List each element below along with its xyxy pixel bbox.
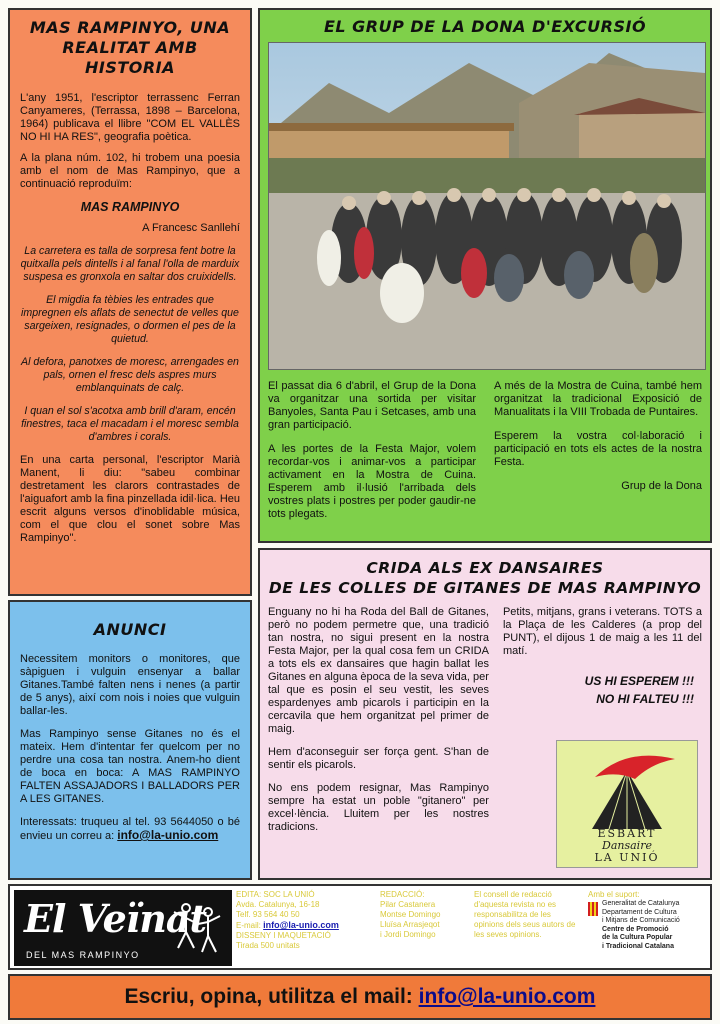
- editorial-team: REDACCIÓ: Pilar Castanera Montse Domingo Lluïsa Arrasjeqot i Jordi Domingo: [380, 890, 441, 939]
- gencat-logo: Generalitat de Catalunya Departament de Cultura i Mitjans de Comunicació Centre de Promoció de la Cultura Popular i Tradicional Catalana: [588, 900, 708, 951]
- masthead-footer: [8, 884, 712, 970]
- poem-title: MAS RAMPINYO: [80, 200, 180, 214]
- contact-banner-text: Escriu, opina, utilitza el mail:: [124, 985, 413, 1008]
- call-paragraph: No ens podem resignar, Mas Rampinyo sempre ha estat un poble "gitanero" per excel·lència. Lluitem per les nostres tradicions.: [268, 782, 489, 833]
- excursion-title: EL GRUP DE LA DONA D'EXCURSIÓ: [323, 17, 647, 36]
- announcement-paragraph: Mas Rampinyo sense Gitanes no és el mateix. Hem d'intentar fer quelcom per no perdre una cosa tan nostra. Anem-ho dient de boca en boca: A MAS RAMPINYO FALTEN ASSAJADORS I BALLADORS PER A LES GITANES.: [20, 728, 240, 805]
- esbart-logo: ESBART Dansaire LA UNIÓ: [556, 740, 698, 868]
- call-dancers-article: [258, 548, 712, 880]
- publisher-info: EDITA: SOC LA UNIÓ Avda. Catalunya, 16-18 Telf. 93 564 40 50 E-mail: info@la-unio.com DISSENY I MAQUETACIÓ Tirada 500 unitats: [236, 890, 339, 950]
- excursion-paragraph: A més de la Mostra de Cuina, també hem organitzat la tradicional Exposició de Manualitats i la VIII Trobada de Puntaires.: [494, 380, 702, 418]
- history-paragraph: En una carta personal, l'escriptor Marià Manent, li diu: "sabeu combinar destretament les clarors contrastades de l'aiguafort amb la fina pinzellada idil·lica. Heu escrit alguns versos d'inoblidable música, com el que clou el sonet sobre Mas Rampinyo".: [20, 454, 240, 544]
- el-veinat-logo: El Veïnat DEL MAS RAMPINYO: [14, 890, 232, 966]
- announcement-box: [8, 600, 252, 880]
- call-paragraph: Petits, mitjans, grans i veterans. TOTS a la Plaça de les Calderes (a prop del PUNT), el dijous 1 de maig a les 11 del matí.: [502, 606, 702, 657]
- group-photo: [268, 42, 706, 370]
- call-paragraph: Hem d'aconseguir ser força gent. S'han de sentir els picarols.: [268, 746, 489, 771]
- footer-email-link[interactable]: info@la-unio.com: [263, 920, 339, 930]
- history-paragraph: A la plana núm. 102, hi trobem una poesia amb el nom de Mas Rampinyo, que a continuació reproduïm:: [20, 152, 240, 190]
- excursion-paragraph: El passat dia 6 d'abril, el Grup de la Dona va organitzar una sortida per visitar Banyoles, Santa Pau i Setcases, amb una gran participació.: [268, 380, 476, 431]
- history-paragraph: L'any 1951, l'escriptor terrassenc Ferran Canyameres, (Terrassa, 1898 – Barcelona, 1964) publicava el llibre "COM EL VALLÈS NO HI HA RES", geografia poètica.: [20, 92, 240, 143]
- call-dancers-title: CRIDA ALS EX DANSAIRES DE LES COLLES DE GITANES DE MAS RAMPINYO: [268, 559, 702, 597]
- excursion-paragraph: Esperem la vostra col·laboració i participació en tots els actes de la nostra Festa.: [494, 430, 702, 468]
- poem-stanza: El migdia fa tèbies les entrades que impregnen els aflats de senectut de velles que sargeixen, resignades, o dormen el pes de la quietud.: [21, 294, 239, 345]
- support-label: Amb el suport:: [588, 890, 640, 899]
- catalan-flag-icon: [588, 902, 598, 916]
- announcement-title: ANUNCI: [93, 620, 167, 639]
- excursion-paragraph: A les portes de la Festa Major, volem recordar-vos i animar-vos a participar activament en la Mostra de Cuina. Esperem amb il·lusió l'arribada dels vostres plats i postres per poder gaudir-ne tots plegats.: [268, 443, 476, 520]
- call-paragraph: Enguany no hi ha Roda del Ball de Gitanes, però no podem permetre que, una tradició tan nostra, no sigui present en la nostra Festa Major, per la qual cosa fem un CRIDA a tots els ex dansaires que hagin ballat les Gitanes en alguna època de la seva vida, per tal que es posin el seu vestit, les seves espardenyes amb picarols i participin en la cercavila que hem organitzat pel primer de maig.: [268, 606, 489, 735]
- poem-stanza: I quan el sol s'acotxa amb brill d'aram, encén finestres, taca el macadam i el moresc sembla d'ambres i corals.: [21, 405, 239, 443]
- poem-dedication: A Francesc Sanllehí: [142, 222, 240, 234]
- dancers-illustration-icon: [166, 898, 226, 958]
- announcement-contact: Interessats: truqueu al tel. 93 5644050 o bé envieu un correu a: info@la-unio.com: [20, 816, 240, 842]
- disclaimer: El consell de redacció d'aquesta revista no es responsabilitza de les opinions dels seus autors de les seves opinions.: [474, 890, 576, 939]
- contact-banner-email-link[interactable]: info@la-unio.com: [418, 985, 596, 1008]
- announcement-email-link[interactable]: info@la-unio.com: [117, 828, 219, 842]
- call-shout: US HI ESPEREM !!! NO HI FALTEU !!!: [584, 674, 694, 706]
- contact-banner: [8, 974, 712, 1020]
- excursion-article: [258, 8, 712, 543]
- history-article: [8, 8, 252, 596]
- poem-stanza: Al defora, panotxes de moresc, arrengades en pals, ornen el fresc dels aspres murs emblanquinats de calç.: [21, 356, 239, 394]
- group-photo-image: [269, 43, 705, 369]
- poem-stanza: La carretera es talla de sorpresa fent botre la quitxalla pels dintells i al fanal l'olla de marduix suspesa es gronxola en saltar dos cruixidells.: [20, 245, 240, 283]
- history-title: MAS RAMPINYO, UNA REALITAT AMB HISTORIA: [29, 18, 231, 77]
- excursion-signature: Grup de la Dona: [621, 480, 702, 492]
- announcement-paragraph: Necessitem monitors o monitores, que sàpiguen i vulguin ensenyar a ballar Gitanes.També falten nens i nenes (a partir de 5 anys), així com nois i noies que vulguin ballar-les.: [20, 653, 240, 717]
